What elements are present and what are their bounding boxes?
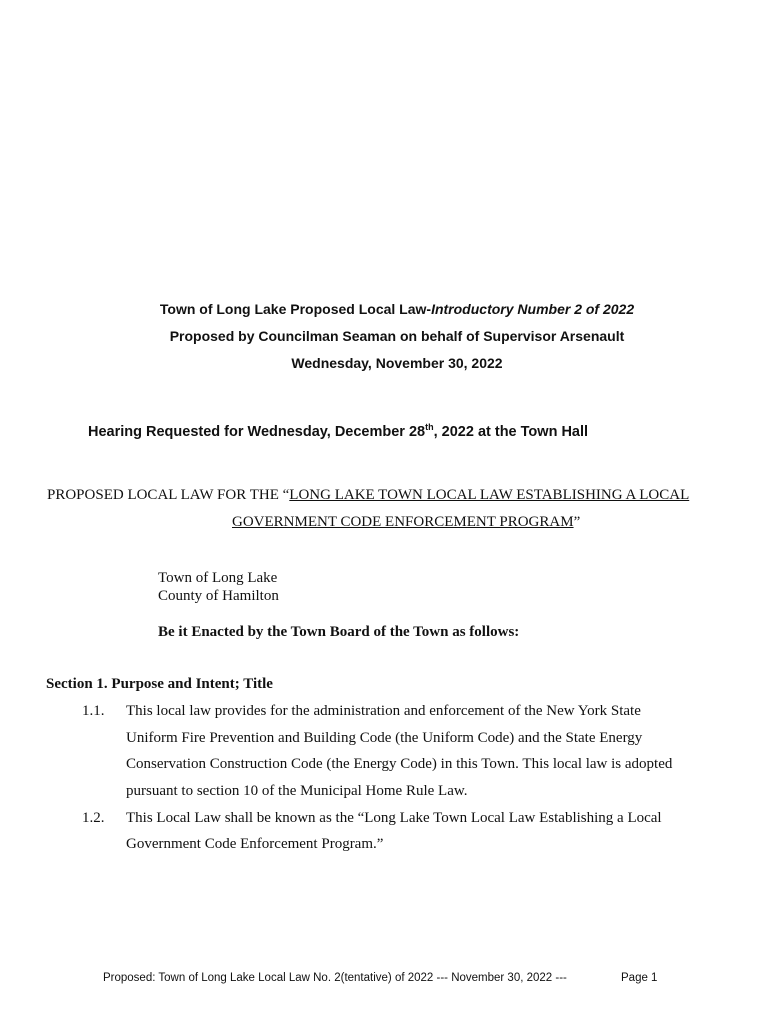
document-title: [0, 301, 770, 317]
hearing-text: Hearing Requested for Wednesday, December 28: [88, 424, 426, 440]
law-title-part2: GOVERNMENT CODE ENFORCEMENT PROGRAM: [232, 514, 574, 530]
law-title-part1: LONG LAKE TOWN LOCAL LAW ESTABLISHING A LOCAL: [289, 487, 690, 503]
hearing-ordinal: th: [425, 422, 434, 433]
paragraph-line: Government Code Enforcement Program.”: [126, 836, 384, 852]
town-name: Town of Long Lake: [158, 570, 278, 586]
proposed-law-heading: [47, 487, 689, 504]
paragraph-line: Uniform Fire Prevention and Building Code (the Uniform Code) and the State Energy: [126, 730, 643, 746]
date-line: Wednesday, November 30, 2022: [291, 355, 503, 371]
paragraph-line: pursuant to section 10 of the Municipal Home Rule Law.: [126, 783, 468, 799]
section-heading: Section 1. Purpose and Intent; Title: [46, 676, 273, 692]
page-number: Page 1: [621, 972, 658, 984]
item-number: 1.2.: [82, 810, 105, 826]
paragraph-line: Conservation Construction Code (the Energy Code) in this Town. This local law is adopted: [126, 756, 673, 772]
page-footer: Proposed: Town of Long Lake Local Law No. 2(tentative) of 2022 --- November 30, 2022 ---: [103, 972, 567, 984]
item-number: 1.1.: [82, 703, 105, 719]
county-name: County of Hamilton: [158, 588, 279, 604]
hearing-text-end: , 2022 at the Town Hall: [433, 424, 589, 440]
hearing-request: [88, 424, 588, 440]
title-italic: Introductory Number 2 of 2022: [431, 301, 635, 317]
paragraph-line: This local law provides for the administration and enforcement of the New York State: [126, 703, 641, 719]
proposed-by-line: Proposed by Councilman Seaman on behalf of Supervisor Arsenault: [169, 328, 625, 344]
proposed-prefix: PROPOSED LOCAL LAW FOR THE “: [47, 487, 290, 503]
proposed-law-heading-cont: [232, 514, 580, 531]
paragraph-line: This Local Law shall be known as the “Long Lake Town Local Law Establishing a Local: [126, 810, 662, 826]
enactment-clause: Be it Enacted by the Town Board of the Town as follows:: [158, 624, 520, 640]
proposed-suffix: ”: [573, 514, 581, 530]
title-plain: Town of Long Lake Proposed Local Law-: [159, 301, 432, 317]
